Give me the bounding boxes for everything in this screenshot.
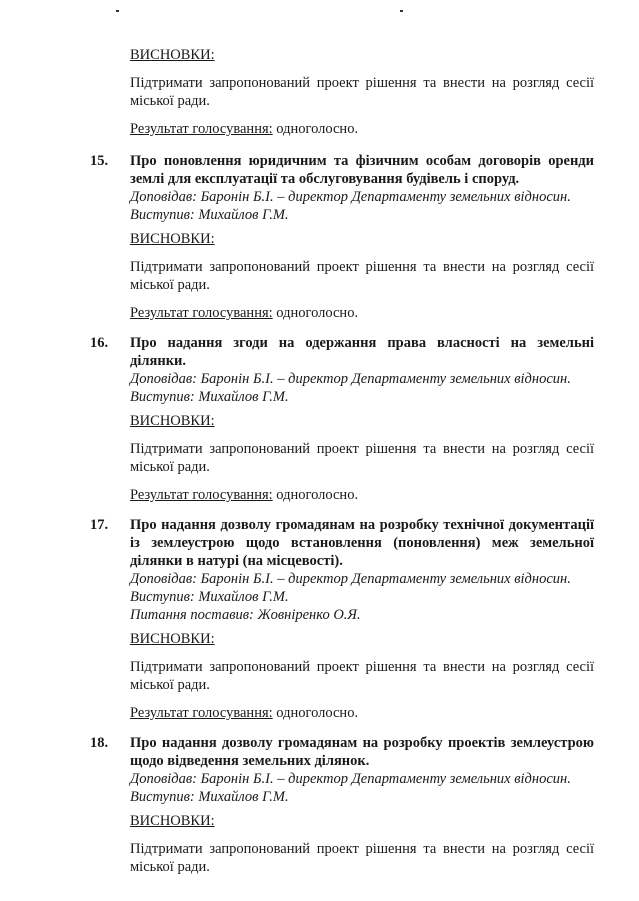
speaker-line: Виступив: Михайлов Г.М.	[130, 789, 289, 805]
item-title: Про надання згоди на одержання права власності на земельні ділянки.	[130, 335, 594, 369]
item-body	[130, 152, 594, 322]
item-number: 15.	[90, 153, 109, 169]
item-title: Про поновлення юридичним та фізичним особам договорів оренди землі для експлуатації та обслуговування будівель і споруд.	[130, 153, 594, 187]
reporter-line: Доповідав: Баронін Б.І. – директор Департаменту земельних відносин.	[130, 371, 571, 387]
conclusions-text: Підтримати запропонований проект рішення та внести на розгляд сесії міської ради.	[130, 659, 594, 693]
vote-label: Результат голосування:	[130, 305, 273, 321]
conclusions-heading: ВИСНОВКИ:	[130, 231, 215, 247]
vote-result	[130, 120, 594, 138]
conclusions-text: Підтримати запропонований проект рішення та внести на розгляд сесії міської ради.	[130, 259, 594, 293]
vote-value: одноголосно.	[272, 305, 359, 321]
conclusions-text: Підтримати запропонований проект рішення та внести на розгляд сесії міської ради.	[130, 75, 594, 109]
item-number: 16.	[90, 335, 109, 351]
reporter-line: Доповідав: Баронін Б.І. – директор Департаменту земельних відносин.	[130, 189, 571, 205]
speaker-line: Виступив: Михайлов Г.М.	[130, 589, 289, 605]
reporter-line: Доповідав: Баронін Б.І. – директор Департаменту земельних відносин.	[130, 571, 571, 587]
scan-mark	[400, 10, 403, 12]
item-body	[130, 334, 594, 504]
conclusions-heading: ВИСНОВКИ:	[130, 47, 215, 63]
vote-value: одноголосно.	[272, 487, 359, 503]
vote-result	[130, 704, 594, 722]
prev-item-conclusions	[130, 46, 594, 138]
vote-value: одноголосно.	[272, 121, 359, 137]
speaker-line: Виступив: Михайлов Г.М.	[130, 389, 289, 405]
conclusions-heading: ВИСНОВКИ:	[130, 413, 215, 429]
conclusions-text: Підтримати запропонований проект рішення та внести на розгляд сесії міської ради.	[130, 441, 594, 475]
reporter-line: Доповідав: Баронін Б.І. – директор Департаменту земельних відносин.	[130, 771, 571, 787]
conclusions-heading: ВИСНОВКИ:	[130, 813, 215, 829]
vote-label: Результат голосування:	[130, 705, 273, 721]
vote-value: одноголосно.	[272, 705, 359, 721]
scan-mark	[116, 10, 119, 12]
item-number: 18.	[90, 735, 109, 751]
item-number: 17.	[90, 517, 109, 533]
item-title: Про надання дозволу громадянам на розробку проектів землеустрою щодо відведення земельних ділянок.	[130, 735, 594, 769]
vote-label: Результат голосування:	[130, 121, 273, 137]
vote-result	[130, 304, 594, 322]
speaker-line: Виступив: Михайлов Г.М.	[130, 207, 289, 223]
question-by-line: Питання поставив: Жовніренко О.Я.	[130, 607, 361, 623]
conclusions-text: Підтримати запропонований проект рішення та внести на розгляд сесії міської ради.	[130, 841, 594, 875]
item-body	[130, 734, 594, 876]
item-body	[130, 516, 594, 722]
item-title: Про надання дозволу громадянам на розробку технічної документації із землеустрою щодо встановлення (поновлення) меж земельної ділянки в натурі (на місцевості).	[130, 517, 594, 569]
conclusions-heading: ВИСНОВКИ:	[130, 631, 215, 647]
vote-result	[130, 486, 594, 504]
vote-label: Результат голосування:	[130, 487, 273, 503]
